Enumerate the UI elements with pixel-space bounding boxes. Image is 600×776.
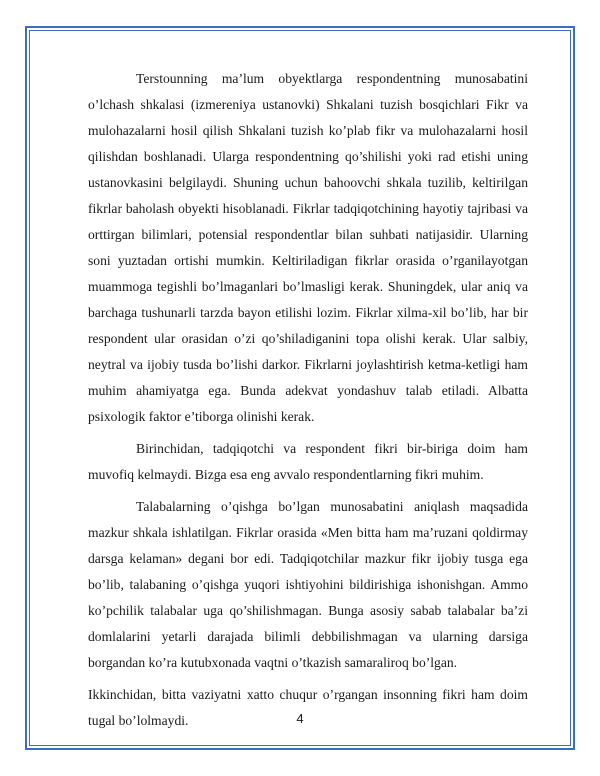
paragraph-1: Terstounning ma’lum obyektlarga respondentning munosabatini o’lchash shkalasi (izmereniya ustanovki) Shkalani tuzish bosqichlari Fikr va mulohazalarni hosil qilish Shkalani tuzish ko’plab fikr va mulohazalarni hosil qilishdan boshlanadi. Ularga respondentning qo’shilishi yoki rad etishi uning ustanovkasini belgilaydi. Shuning uchun bahoovchi shkala tuzilib, keltirilgan fikrlar baholash obyekti hisoblanadi. Fikrlar tadqiqotchining hayotiy tajribasi va orttirgan bilimlari, potensial respondentlar bilan suhbati natijasidir. Ularning soni yuztadan ortishi mumkin. Keltiriladigan fikrlar orasida o’rganilayotgan muammoga tegishli bo’lmaganlari bo’lmasligi kerak. Shuningdek, ular aniq va barchaga tushunarli tarzda bayon etilishi lozim. Fikrlar xilma-xil bo’lib, har bir respondent ular orasidan o’zi qo’shiladiganini topa olishi kerak. Ular salbiy, neytral va ijobiy tusda bo’lishi darkor. Fikrlarni joylashtirish ketma-ketligi ham muhim ahamiyatga ega. Bunda adekvat yondashuv talab etiladi. Albatta psixologik faktor e’tiborga olinishi kerak. [88, 71, 528, 424]
paragraph-3: Talabalarning o’qishga bo’lgan munosabatini aniqlash maqsadida mazkur shkala ishlatilgan. Fikrlar orasida «Men bitta ham ma’ruzani qoldirmay darsga kelaman» degani bor edi. Tadqiqotchilar mazkur fikr ijobiy tusga ega bo’lib, talabaning o’qishga yuqori ishtiyohini bildirishiga ishonishgan. Ammo ko’pchilik talabalar uga qo’shilishmagan. Bunga asosiy sabab talabalar ba’zi domlalarini yetarli darajada bilimli debbilishmagan va ularning darsiga borgandan ko’ra kutubxonada vaqtni o’tkazish samaraliroq bo’lgan. [88, 499, 528, 670]
paragraph-4: Ikkinchidan, bitta vaziyatni xatto chuqur o’rgangan insonning fikri ham doim tugal bo’lolmaydi. [88, 687, 528, 728]
page-number: 4 [296, 711, 304, 726]
paragraph-2: Birinchidan, tadqiqotchi va respondent fikri bir-biriga doim ham muvofiq kelmaydi. Bizga esa eng avvalo respondentlarning fikri muhim. [88, 441, 528, 482]
document-body [88, 66, 528, 740]
